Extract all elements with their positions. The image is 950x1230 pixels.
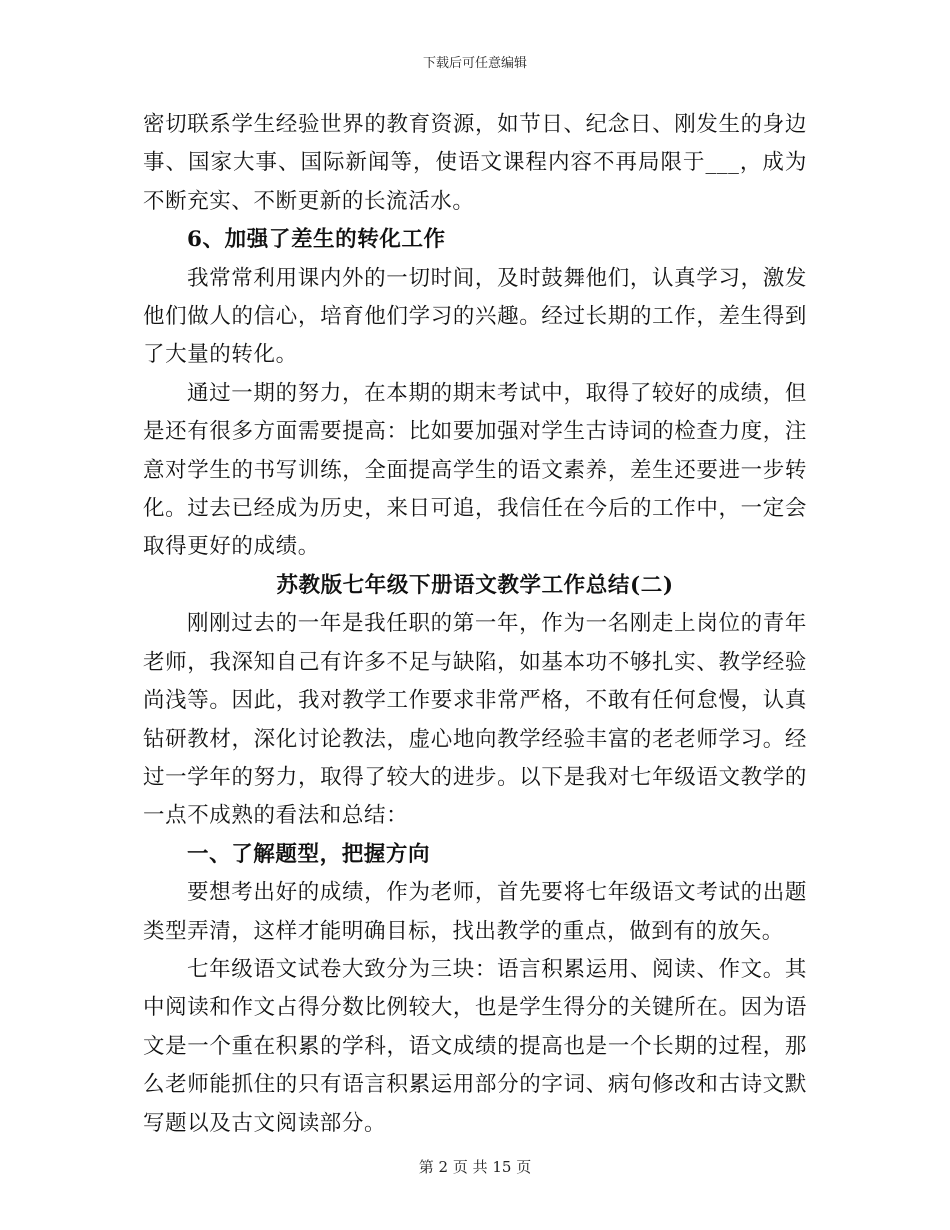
paragraph-resources: 密切联系学生经验世界的教育资源，如节日、纪念日、刚发生的身边事、国家大事、国际新闻等，使语文课程内容不再局限于___，成为不断充实、不断更新的长流活水。 (143, 112, 807, 214)
section-heading-1: 一、了解题型，把握方向 (187, 841, 431, 867)
paragraph-intro: 刚刚过去的一年是我任职的第一年，作为一名刚走上岗位的青年老师，我深知自己有许多不足与缺陷，如基本功不够扎实、教学经验尚浅等。因此，我对教学工作要求非常严格，不敢有任何怠慢，认真钻研教材，深化讨论教法，虚心地向教学经验丰富的老老师学习。经过一学年的努力，取得了较大的进步。以下是我对七年级语文教学的一点不成熟的看法和总结： (143, 611, 807, 829)
paragraph-exam-types: 要想考出好的成绩，作为老师，首先要将七年级语文考试的出题类型弄清，这样才能明确目标，找出教学的重点，做到有的放矢。 (143, 880, 807, 944)
paragraph-summary: 通过一期的努力，在本期的期末考试中，取得了较好的成绩，但是还有很多方面需要提高：比如要加强对学生古诗词的检查力度，注意对学生的书写训练，全面提高学生的语文素养，差生还要进一步转化。过去已经成为历史，来日可追，我信任在今后的工作中，一定会取得更好的成绩。 (143, 380, 807, 560)
page-number: 第 2 页 共 15 页 (418, 1158, 532, 1176)
document-body (143, 106, 807, 1143)
document-title-2: 苏教版七年级下册语文教学工作总结(二) (276, 572, 674, 598)
page-header: 下载后可任意编辑 (422, 56, 527, 71)
paragraph-weak-students: 我常常利用课内外的一切时间，及时鼓舞他们，认真学习，激发他们做人的信心，培育他们学习的兴趣。经过长期的工作，差生得到了大量的转化。 (143, 265, 807, 368)
paragraph-exam-structure: 七年级语文试卷大致分为三块：语言积累运用、阅读、作文。其中阅读和作文占得分数比例较大，也是学生得分的关键所在。因为语文是一个重在积累的学科，语文成绩的提高也是一个长期的过程，那么老师能抓住的只有语言积累运用部分的字词、病句修改和古诗文默写题以及古文阅读部分。 (143, 956, 807, 1136)
section-heading-6: 6、加强了差生的转化工作 (187, 227, 446, 253)
